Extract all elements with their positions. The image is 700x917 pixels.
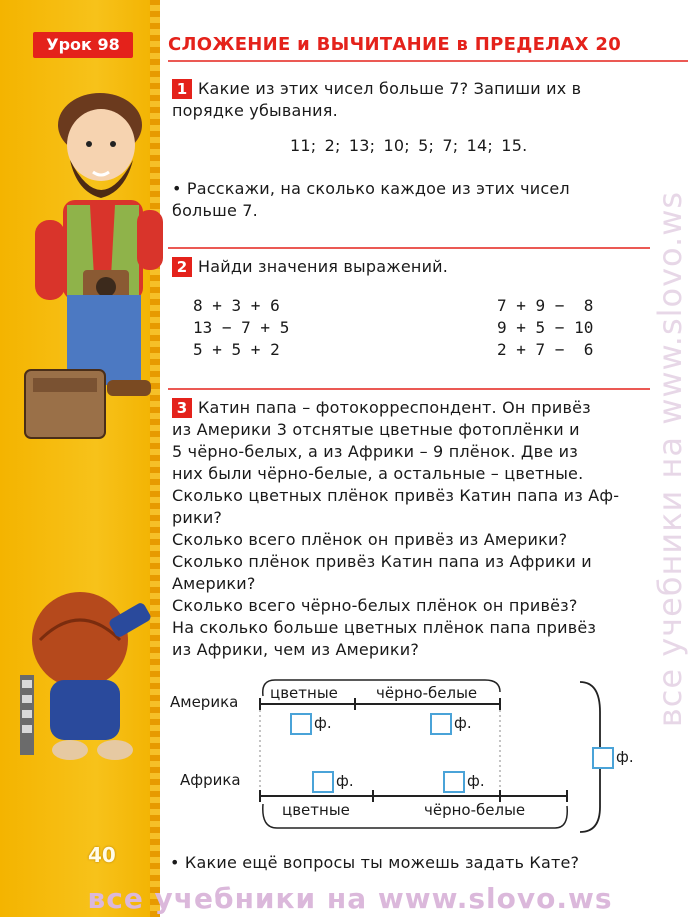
answer-box[interactable] <box>443 771 465 793</box>
header-divider <box>168 60 688 62</box>
task-2-number: 2 <box>172 257 192 277</box>
task-3-line: Сколько всего плёнок он привёз из Америки? <box>172 530 568 549</box>
task-1-numbers: 11; 2; 13; 10; 5; 7; 14; 15. <box>290 136 528 155</box>
task-divider <box>168 247 650 249</box>
expression: 8 + 3 + 6 <box>193 296 280 315</box>
answer-box[interactable] <box>290 713 312 735</box>
expression: 2 + 7 − 6 <box>497 340 594 359</box>
task-3-line: рики? <box>172 508 223 527</box>
photographer-illustration <box>15 80 165 460</box>
task-2-text: Найди значения выражений. <box>198 257 449 276</box>
unit-label: ф. <box>336 772 354 790</box>
task-3-line: из Африки, чем из Америки? <box>172 640 420 659</box>
page-title: СЛОЖЕНИЕ и ВЫЧИТАНИЕ в ПРЕДЕЛАХ 20 <box>168 34 622 55</box>
unit-label: ф. <box>616 748 634 766</box>
task-3-line: 5 чёрно-белых, а из Африки – 9 плёнок. Две из <box>172 442 578 461</box>
task-3-line: Америки? <box>172 574 256 593</box>
expression: 13 − 7 + 5 <box>193 318 290 337</box>
task-divider <box>168 388 650 390</box>
task-3-number: 3 <box>172 398 192 418</box>
page-number: 40 <box>88 843 116 867</box>
side-watermark-text: все учебники на www.slovo.ws <box>651 190 689 728</box>
unit-label: ф. <box>454 714 472 732</box>
task-1-line-1: Какие из этих чисел больше 7? Запиши их в <box>198 79 582 98</box>
task-3-line: На сколько больше цветных плёнок папа привёз <box>172 618 597 637</box>
america-label: Америка <box>170 693 239 711</box>
expression: 9 + 5 − 10 <box>497 318 594 337</box>
task-3-line: Сколько цветных плёнок привёз Катин папа из Аф- <box>172 486 620 505</box>
colored-label-bottom: цветные <box>282 801 350 819</box>
task-1-bullet-line-2: больше 7. <box>172 201 258 220</box>
child-illustration <box>10 580 170 770</box>
answer-box-total[interactable] <box>592 747 614 769</box>
unit-label: ф. <box>314 714 332 732</box>
task-3-line: Сколько всего чёрно-белых плёнок он привёз? <box>172 596 578 615</box>
bw-label-bottom: чёрно-белые <box>424 801 526 819</box>
task-1-line-2: порядке убывания. <box>172 101 338 120</box>
colored-label-top: цветные <box>270 684 338 702</box>
footer-question: • Какие ещё вопросы ты можешь задать Кате? <box>170 853 580 872</box>
task-3-line: Сколько плёнок привёз Катин папа из Африки и <box>172 552 592 571</box>
side-watermark <box>650 120 690 800</box>
task-3-line: них были чёрно-белые, а остальные – цветные. <box>172 464 584 483</box>
expression: 7 + 9 − 8 <box>497 296 594 315</box>
bottom-watermark: все учебники на www.slovo.ws <box>87 882 613 915</box>
answer-box[interactable] <box>312 771 334 793</box>
africa-label: Африка <box>180 771 241 789</box>
answer-box[interactable] <box>430 713 452 735</box>
unit-label: ф. <box>467 772 485 790</box>
task-1-number: 1 <box>172 79 192 99</box>
lesson-badge: Урок 98 <box>33 32 133 58</box>
expression: 5 + 5 + 2 <box>193 340 280 359</box>
task-1-bullet-line-1: • Расскажи, на сколько каждое из этих чисел <box>172 179 570 198</box>
bw-label-top: чёрно-белые <box>376 684 478 702</box>
task-3-line: из Америки 3 отснятые цветные фотоплёнки и <box>172 420 580 439</box>
task-3-line: Катин папа – фотокорреспондент. Он привёз <box>198 398 591 417</box>
